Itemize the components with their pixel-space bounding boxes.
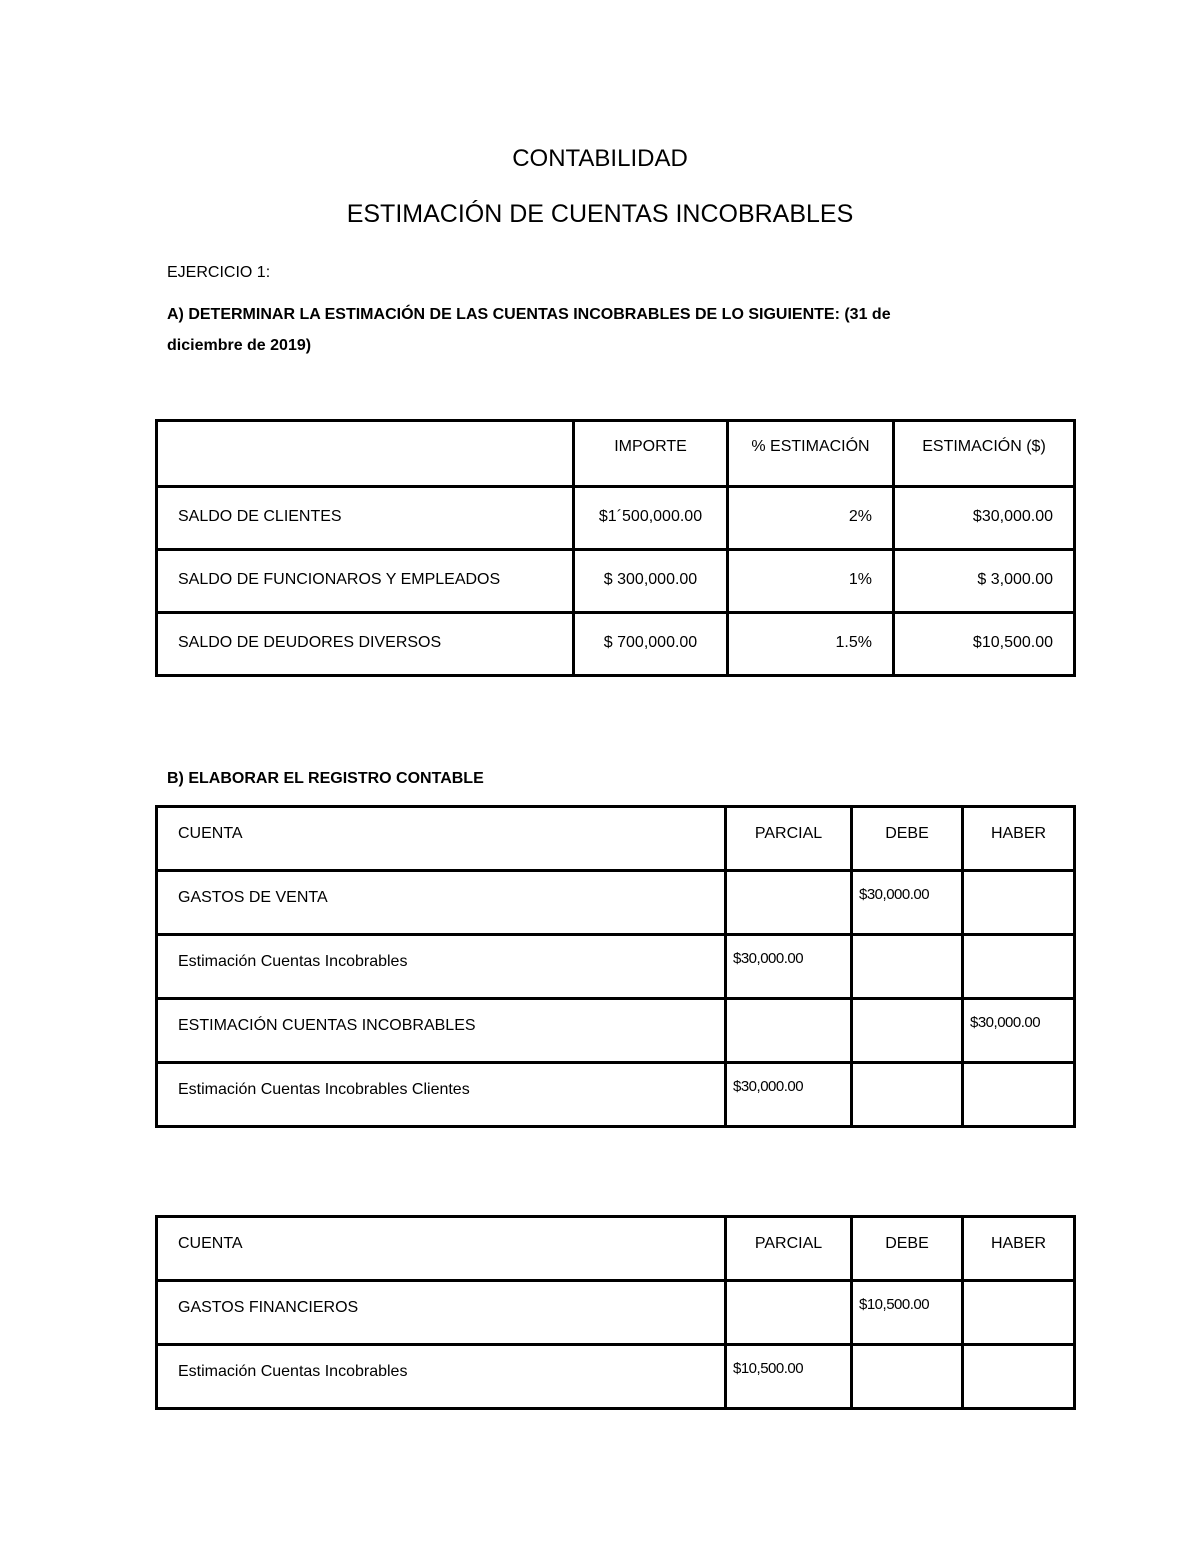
table-row	[157, 935, 1075, 999]
table-row	[157, 550, 1075, 613]
part-b-title: B) ELABORAR EL REGISTRO CONTABLE	[167, 770, 484, 787]
journal-entry-table-2	[155, 1215, 1076, 1410]
haber-cell	[963, 935, 1075, 999]
table-row	[157, 1063, 1075, 1127]
haber-cell	[963, 871, 1075, 935]
table-header-row	[157, 1217, 1075, 1281]
percent-cell: 2%	[728, 487, 894, 550]
account-cell: ESTIMACIÓN CUENTAS INCOBRABLES	[157, 999, 726, 1063]
header-cell	[157, 421, 574, 487]
parcial-cell: $30,000.00	[726, 1063, 852, 1127]
percent-cell: 1.5%	[728, 613, 894, 676]
part-a-line1: A) DETERMINAR LA ESTIMACIÓN DE LAS CUENTAS INCOBRABLES DE LO SIGUIENTE: (31 de	[167, 306, 891, 323]
account-cell: SALDO DE FUNCIONAROS Y EMPLEADOS	[157, 550, 574, 613]
exercise-label: EJERCICIO 1:	[167, 264, 271, 281]
journal-entry-table-1	[155, 805, 1076, 1128]
header-cell: DEBE	[852, 807, 963, 871]
estimation-table	[155, 419, 1076, 677]
account-cell: Estimación Cuentas Incobrables	[157, 1345, 726, 1409]
amount-cell: $ 300,000.00	[574, 550, 728, 613]
table-row	[157, 613, 1075, 676]
header-cell: % ESTIMACIÓN	[728, 421, 894, 487]
estimation-cell: $ 3,000.00	[894, 550, 1075, 613]
account-cell: SALDO DE DEUDORES DIVERSOS	[157, 613, 574, 676]
account-cell: GASTOS DE VENTA	[157, 871, 726, 935]
document-title: CONTABILIDAD	[512, 145, 688, 172]
parcial-cell	[726, 999, 852, 1063]
parcial-cell	[726, 871, 852, 935]
account-cell: Estimación Cuentas Incobrables Clientes	[157, 1063, 726, 1127]
document-subtitle: ESTIMACIÓN DE CUENTAS INCOBRABLES	[346, 200, 854, 228]
debe-cell	[852, 999, 963, 1063]
estimation-cell: $10,500.00	[894, 613, 1075, 676]
table-row	[157, 487, 1075, 550]
haber-cell: $30,000.00	[963, 999, 1075, 1063]
header-cell: CUENTA	[157, 1217, 726, 1281]
debe-cell: $10,500.00	[852, 1281, 963, 1345]
table-row	[157, 871, 1075, 935]
header-cell: PARCIAL	[726, 807, 852, 871]
table-row	[157, 1345, 1075, 1409]
debe-cell	[852, 935, 963, 999]
haber-cell	[963, 1063, 1075, 1127]
haber-cell	[963, 1281, 1075, 1345]
debe-cell: $30,000.00	[852, 871, 963, 935]
header-cell: IMPORTE	[574, 421, 728, 487]
table-header-row	[157, 807, 1075, 871]
header-cell: HABER	[963, 807, 1075, 871]
header-cell: HABER	[963, 1217, 1075, 1281]
header-cell: ESTIMACIÓN ($)	[894, 421, 1075, 487]
amount-cell: $1´500,000.00	[574, 487, 728, 550]
parcial-cell: $30,000.00	[726, 935, 852, 999]
percent-cell: 1%	[728, 550, 894, 613]
part-a-line2: diciembre de 2019)	[167, 337, 312, 354]
table-row	[157, 999, 1075, 1063]
haber-cell	[963, 1345, 1075, 1409]
amount-cell: $ 700,000.00	[574, 613, 728, 676]
account-cell: GASTOS FINANCIEROS	[157, 1281, 726, 1345]
parcial-cell: $10,500.00	[726, 1345, 852, 1409]
account-cell: SALDO DE CLIENTES	[157, 487, 574, 550]
estimation-cell: $30,000.00	[894, 487, 1075, 550]
header-cell: PARCIAL	[726, 1217, 852, 1281]
parcial-cell	[726, 1281, 852, 1345]
header-cell: CUENTA	[157, 807, 726, 871]
header-cell: DEBE	[852, 1217, 963, 1281]
debe-cell	[852, 1063, 963, 1127]
debe-cell	[852, 1345, 963, 1409]
account-cell: Estimación Cuentas Incobrables	[157, 935, 726, 999]
table-row	[157, 1281, 1075, 1345]
table-header-row	[157, 421, 1075, 487]
